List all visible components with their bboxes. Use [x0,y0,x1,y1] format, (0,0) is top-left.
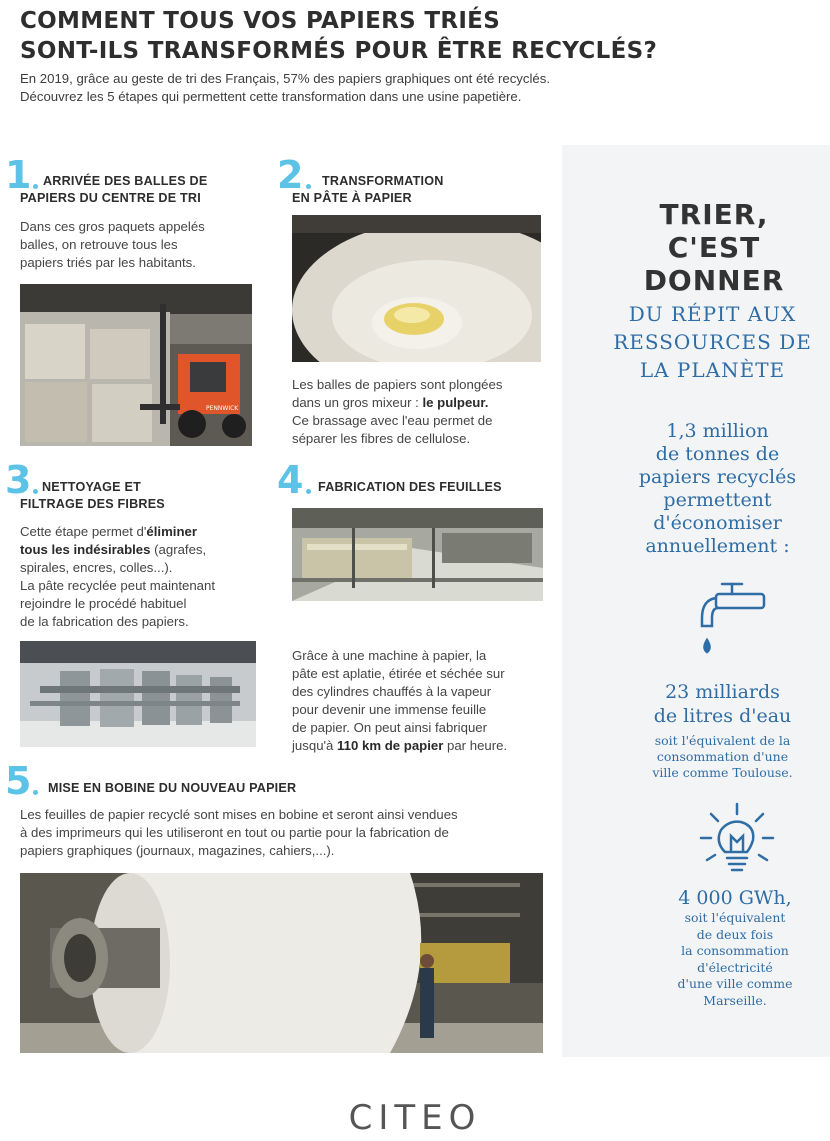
sidebar-water-detail [615,733,830,781]
fact-line: soit l'équivalent de la [654,733,791,748]
fact-line: soit l'équivalent [684,910,786,925]
fact-line: de tonnes de [655,443,780,465]
step-4-text-line: Grâce à une machine à papier, la [292,648,487,663]
stamp-line: TRIER, [659,198,769,231]
step-1-text [20,218,260,272]
sidebar-energy-detail [640,910,830,1009]
stamp-line: C'EST [667,231,761,264]
step-5-number: 5 [5,759,32,803]
step-3-text-line: spirales, encres, colles...). [20,560,173,575]
fact-line: de litres d'eau [653,705,792,727]
step-5-title [48,780,448,797]
step-4-text-line: pour devenir une immense feuille [292,702,487,717]
step-4-text-part: jusqu'à [292,738,338,753]
step-3-text-line: de la fabrication des papiers. [20,614,189,629]
step-4-number: 4 [277,458,304,502]
step-4-title-line-1: FABRICATION DES FEUILLES [318,480,502,494]
step-3-highlight: tous les indésirables [20,542,151,557]
step-3-text-line [20,541,265,559]
fact-line: 1,3 million [666,420,769,442]
step-4-text-line: pâte est aplatie, étirée et séchée sur [292,666,505,681]
slogan-line: LA PLANÈTE [639,358,786,382]
slogan-line: RESSOURCES DE [613,330,812,354]
slogan-line: DU RÉPIT AUX [628,302,797,326]
filtering-photo [20,641,256,747]
step-4-text [292,647,554,755]
step-3-text-part: (agrafes, [150,542,207,557]
fact-line: permettent [663,489,772,511]
step-3-text-line [20,523,265,541]
step-2-text-line [292,394,552,412]
stamp-line: DONNER [643,264,785,297]
step-2-title-line-1: TRANSFORMATION [322,174,444,188]
step-2-title-line-2: EN PÂTE À PAPIER [292,191,412,205]
fact-line: 4 000 GWh, [678,887,792,909]
fact-line: d'électricité [697,959,773,975]
sidebar-fact-water [615,680,830,728]
step-1-title-line-2: PAPIERS DU CENTRE DE TRI [20,191,201,205]
sidebar-slogan [600,300,825,384]
step-3-text-line: rejoindre le procédé habituel [20,596,187,611]
water-tap-icon [696,578,766,668]
citeo-logo: CITEO [348,1098,482,1138]
intro-text [20,70,660,106]
step-3-text-line: La pâte recyclée peut maintenant [20,578,216,593]
step-4-text-line: des cylindres chauffés à la vapeur [292,684,492,699]
title-line-2: SONT-ILS TRANSFORMÉS POUR ÊTRE RECYCLÉS? [20,38,658,64]
step-5-text-line: à des imprimeurs qui les utiliseront en tout ou partie pour la fabrication de [20,825,449,840]
fact-line: d'économiser [653,512,782,534]
step-2-text-part: dans un gros mixeur : [292,395,423,410]
light-bulb-icon [697,800,777,880]
step-3-highlight: éliminer [146,524,197,539]
step-1-title [20,173,260,207]
step-2-title [292,173,532,207]
step-1-text-line: Dans ces gros paquets appelés [20,219,205,234]
step-2-text-line: séparer les fibres de cellulose. [292,431,471,446]
step-4-text-line: de papier. On peut ainsi fabriquer [292,720,488,735]
step-4-dot [306,489,311,494]
fact-line: Marseille. [703,992,767,1008]
step-2-text-line: Les balles de papiers sont plongées [292,377,503,392]
fact-line: consommation d'une [656,749,789,764]
step-4-title [318,479,558,496]
fact-line: 23 milliards [665,681,780,703]
fact-line: la consommation [681,943,789,958]
step-3-title-line-2: FILTRAGE DES FIBRES [20,497,165,511]
step-4-text-part: par heure. [443,738,508,753]
step-5-text-line: papiers graphiques (journaux, magazines, cahiers,...). [20,843,335,858]
fact-line: papiers recyclés [638,466,797,488]
step-3-text [20,523,265,631]
step-1-title-line-1: ARRIVÉE DES BALLES DE [43,174,208,188]
fact-line: d'une ville comme [677,976,793,991]
step-3-text-part: Cette étape permet d' [20,524,147,539]
intro-line-2: Découvrez les 5 étapes qui permettent cette transformation dans une usine papetière. [20,89,522,104]
step-3-title [20,479,260,513]
pulper-photo [292,215,541,362]
title-line-1: COMMENT TOUS VOS PAPIERS TRIÉS [20,8,501,34]
step-1-text-line: papiers triés par les habitants. [20,255,196,270]
sorting-center-photo [20,284,252,446]
step-1-number: 1 [5,153,32,197]
step-4-text-line [292,737,554,755]
step-5-text-line: Les feuilles de papier recyclé sont mises en bobine et seront ainsi vendues [20,807,458,822]
sidebar-fact-paper [610,420,825,558]
step-5-title-line-1: MISE EN BOBINE DU NOUVEAU PAPIER [48,781,297,795]
step-1-text-line: balles, on retrouve tous les [20,237,178,252]
step-2-number: 2 [277,153,304,197]
step-2-text [292,376,552,448]
step-5-text [20,806,560,860]
step-3-title-line-1: NETTOYAGE ET [42,480,141,494]
intro-line-1: En 2019, grâce au geste de tri des Français, 57% des papiers graphiques ont été recyclés. [20,71,551,86]
paper-reel-photo [20,873,543,1053]
fact-line: ville comme Toulouse. [652,765,793,780]
fact-line: annuellement : [645,535,790,557]
page-title [20,6,740,66]
pulper-highlight: le pulpeur. [422,395,489,410]
step-5-dot [33,790,38,795]
sidebar-stamp [624,198,804,297]
step-4-highlight: 110 km de papier [337,738,444,753]
fact-line: de deux fois [696,926,774,942]
step-2-text-line: Ce brassage avec l'eau permet de [292,413,493,428]
step-3-number: 3 [5,458,32,502]
sidebar-fact-energy [640,886,830,910]
forklift-brand-label: PENNWICK [206,405,239,412]
paper-machine-photo [292,508,543,601]
